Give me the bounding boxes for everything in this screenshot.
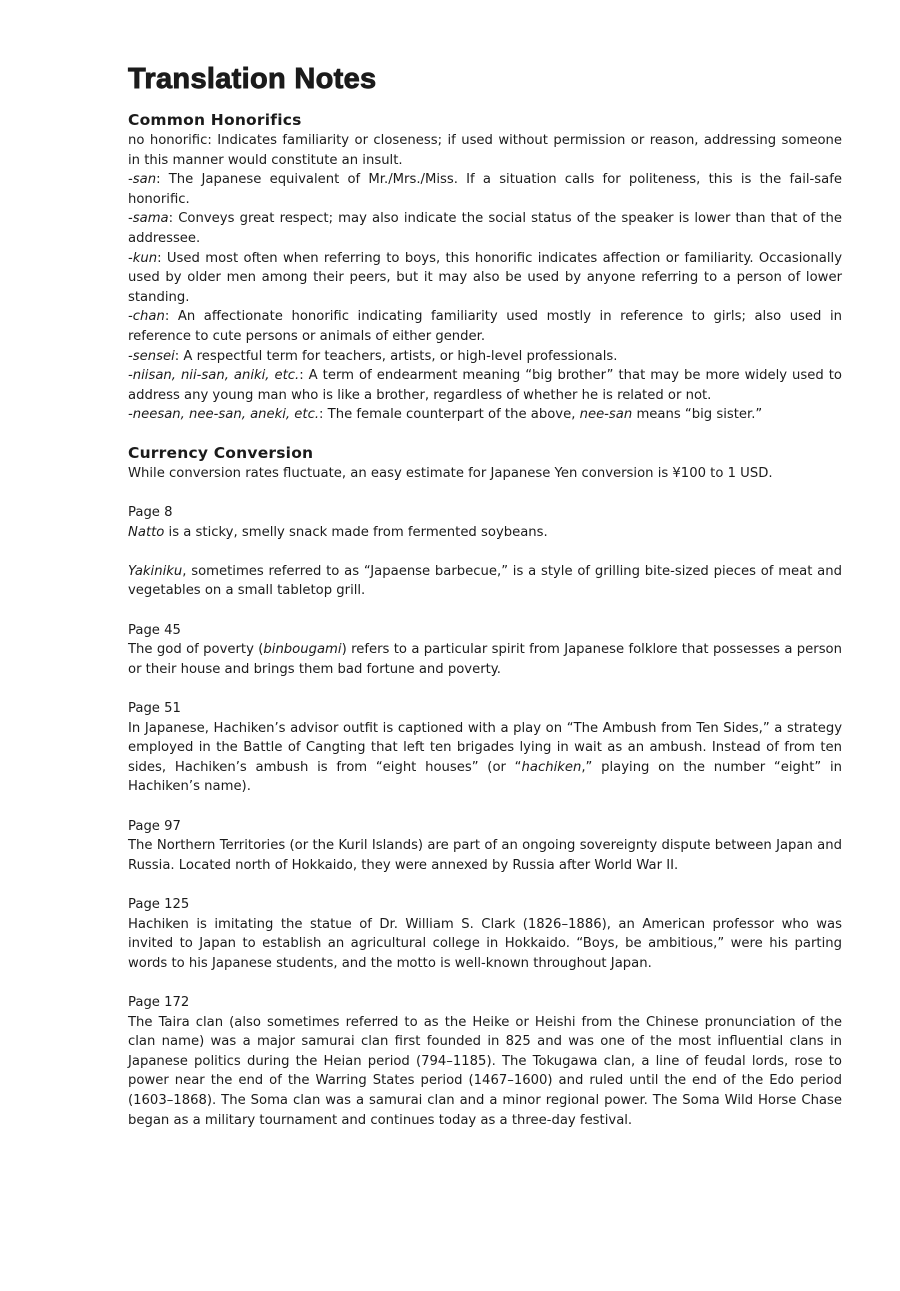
honorific-entry-none [128, 131, 842, 170]
honorific-definition: : Conveys great respect; may also indicate the social status of the speaker is lower than that of the addressee. [128, 211, 842, 246]
note-term: Yakiniku [128, 563, 183, 579]
honorific-definition-end: means “big sister.” [632, 407, 763, 423]
honorific-entry-chan [128, 307, 842, 346]
page-172-label: Page 172 [128, 994, 190, 1010]
honorific-term: -neesan, nee-san, aneki, etc. [128, 407, 320, 423]
note-text: ) refers to a particular spirit from Japanese folklore that possesses a person or their house and brings them bad fortune and poverty. [128, 642, 842, 677]
note-yakiniku [128, 562, 842, 601]
note-text: In Japanese, Hachiken’s advisor outfit is captioned with a play on “The Ambush from Ten Sides,” a strategy employed in the Battle of Cangting that left ten brigades lying in wait as an ambush. Instead of from ten sides, Hachiken’s ambush is from “eight houses” (or “ [128, 720, 842, 775]
honorific-definition: : The Japanese equivalent of Mr./Mrs./Miss. If a situation calls for politeness, this is the fail-safe honorific. [128, 172, 842, 207]
note-text: is a sticky, smelly snack made from fermented soybeans. [164, 524, 548, 540]
honorific-term: -niisan, nii-san, aniki, etc. [128, 368, 300, 384]
note-text: The god of poverty ( [128, 642, 264, 658]
honorific-definition: : Used most often when referring to boys, this honorific indicates affection or familiarity. Occasionally used by older men among their peers, but it may also be used by anyone referring to a person of lower standing. [128, 250, 842, 305]
honorific-term: -chan [128, 309, 165, 325]
page-51-label: Page 51 [128, 701, 181, 717]
honorific-term: -san [128, 172, 157, 188]
spacer [128, 875, 842, 895]
honorific-definition: : A term of endearment meaning “big brother” that may be more widely used to address any young man who is like a brother, regardless of whether he is related or not. [128, 368, 842, 403]
currency-text: While conversion rates fluctuate, an easy estimate for Japanese Yen conversion is ¥100 to 1 USD. [128, 465, 773, 481]
honorific-term-inline: nee-san [579, 407, 633, 423]
honorific-term: -kun [128, 250, 158, 266]
page-45-label: Page 45 [128, 622, 181, 638]
page-97-label: Page 97 [128, 818, 181, 834]
honorific-entry-kun [128, 249, 842, 308]
spacer [128, 797, 842, 817]
honorific-entry-niisan [128, 366, 842, 405]
spacer [128, 601, 842, 621]
note-term: binbougami [263, 642, 342, 658]
honorific-definition: : The female counterpart of the above, [319, 407, 580, 423]
honorific-term: -sensei [128, 348, 175, 364]
note-northern-territories: The Northern Territories (or the Kuril Islands) are part of an ongoing sovereignty dispute between Japan and Russia. Located north of Hokkaido, they were annexed by Russia after World War II. [128, 838, 842, 873]
honorific-entry-san [128, 170, 842, 209]
honorific-entry-sensei [128, 347, 842, 367]
honorific-term: -sama [128, 211, 169, 227]
honorific-definition: : Indicates familiarity or closeness; if used without permission or reason, addressing someone in this manner would constitute an insult. [128, 133, 842, 168]
honorific-term: no honorific [128, 133, 208, 148]
note-text: ,” playing on the number “eight” in Hachiken’s name). [128, 759, 843, 795]
note-natto [128, 523, 842, 543]
honorific-entry-neesan [128, 405, 842, 425]
note-term: Natto [128, 524, 165, 540]
note-taira-clan: The Taira clan (also sometimes referred to as the Heike or Heishi from the Chinese pronunciation of the clan name) was a major samurai clan first founded in 825 and was one of the most influential clans in Japanese politics during the Heian period (794–1185). The Tokugawa clan, a line of feudal lords, rose to power near the end of the Warring States period (1467–1600) and ruled until the end of the Edo period (1603–1868). The Soma clan was a samurai clan and a minor regional power. The Soma Wild Horse Chase began as a military tournament and continues today as a three-day festival. [128, 1014, 842, 1128]
honorific-definition: : A respectful term for teachers, artists, or high-level professionals. [174, 348, 618, 364]
spacer [128, 679, 842, 699]
note-william-clark: Hachiken is imitating the statue of Dr. William S. Clark (1826–1886), an American professor who was invited to Japan to establish an agricultural college in Hokkaido. “Boys, be ambitious,” were his parting words to his Japanese students, and the motto is well-known throughout Japan. [128, 916, 842, 971]
spacer [128, 973, 842, 993]
page-125-label: Page 125 [128, 896, 190, 912]
spacer [128, 484, 842, 504]
translation-notes-page [128, 60, 842, 1130]
note-term: hachiken [521, 759, 582, 775]
page-8-label: Page 8 [128, 505, 173, 521]
spacer [128, 542, 842, 562]
note-hachiken-ambush [128, 719, 842, 797]
note-text: , sometimes referred to as “Japaense barbecue,” is a style of grilling bite-sized pieces of meat and vegetables on a small tabletop grill. [128, 563, 842, 599]
note-binbougami [128, 640, 842, 679]
honorific-definition: : An affectionate honorific indicating familiarity used mostly in reference to girls; also used in reference to cute persons or animals of either gender. [128, 309, 842, 344]
page-title: Translation Notes [128, 63, 377, 95]
honorifics-heading: Common Honorifics [128, 111, 302, 129]
honorific-entry-sama [128, 209, 842, 248]
currency-heading: Currency Conversion [128, 443, 314, 462]
